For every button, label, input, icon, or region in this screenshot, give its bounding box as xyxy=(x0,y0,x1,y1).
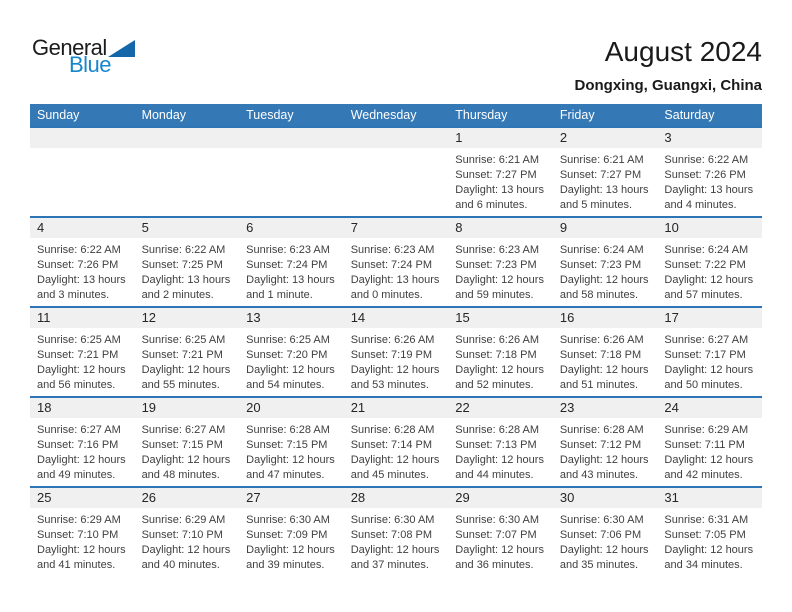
day-details xyxy=(30,238,135,303)
daylight-text-line2: and 43 minutes. xyxy=(559,469,639,481)
day-cell-empty xyxy=(239,128,344,216)
sunset-text: Sunset: 7:26 PM xyxy=(664,169,746,181)
sunset-text: Sunset: 7:21 PM xyxy=(37,349,119,361)
daylight-text-line2: and 1 minute. xyxy=(246,289,313,301)
sunrise-text: Sunrise: 6:28 AM xyxy=(350,424,435,436)
sunset-text: Sunset: 7:26 PM xyxy=(37,259,119,271)
day-details xyxy=(657,508,762,573)
daylight-text-line2: and 6 minutes. xyxy=(455,199,528,211)
day-cell xyxy=(344,488,449,576)
day-cell xyxy=(239,308,344,396)
sunrise-text: Sunrise: 6:23 AM xyxy=(246,244,330,256)
day-details xyxy=(30,418,135,483)
day-number: 20 xyxy=(239,398,344,418)
sunset-text: Sunset: 7:23 PM xyxy=(559,259,642,271)
day-cell xyxy=(239,488,344,576)
day-number: 30 xyxy=(553,488,658,508)
day-cell xyxy=(448,128,553,216)
sunrise-text: Sunrise: 6:26 AM xyxy=(350,334,435,346)
day-number: 8 xyxy=(448,218,553,238)
daylight-text-line1: Daylight: 13 hours xyxy=(559,184,649,196)
day-cell xyxy=(239,398,344,486)
sunrise-text: Sunrise: 6:29 AM xyxy=(141,514,226,526)
daylight-text-line2: and 44 minutes. xyxy=(455,469,534,481)
day-cell xyxy=(448,398,553,486)
day-details xyxy=(448,328,553,393)
daylight-text-line2: and 41 minutes. xyxy=(37,559,116,571)
day-header-monday: Monday xyxy=(141,108,187,122)
day-details xyxy=(239,238,344,303)
sunrise-text: Sunrise: 6:30 AM xyxy=(455,514,540,526)
day-cell xyxy=(239,218,344,306)
day-details xyxy=(344,328,449,393)
daylight-text-line2: and 0 minutes. xyxy=(350,289,423,301)
day-number: 21 xyxy=(344,398,449,418)
daylight-text-line2: and 45 minutes. xyxy=(350,469,429,481)
sunrise-text: Sunrise: 6:26 AM xyxy=(559,334,644,346)
sunrise-text: Sunrise: 6:23 AM xyxy=(350,244,435,256)
day-number: 5 xyxy=(135,218,240,238)
day-cell xyxy=(657,128,762,216)
day-header-friday: Friday xyxy=(559,108,595,122)
day-header-saturday: Saturday xyxy=(664,108,715,122)
daylight-text-line2: and 39 minutes. xyxy=(246,559,325,571)
weekday-header-row xyxy=(30,104,762,126)
day-cell xyxy=(135,398,240,486)
sunrise-text: Sunrise: 6:22 AM xyxy=(141,244,226,256)
day-header-thursday: Thursday xyxy=(455,108,508,122)
sunset-text: Sunset: 7:18 PM xyxy=(559,349,642,361)
daylight-text-line1: Daylight: 13 hours xyxy=(455,184,544,196)
daylight-text-line1: Daylight: 13 hours xyxy=(246,274,335,286)
daylight-text-line1: Daylight: 12 hours xyxy=(246,364,335,376)
day-header-tuesday: Tuesday xyxy=(246,108,294,122)
daylight-text-line1: Daylight: 12 hours xyxy=(455,274,544,286)
day-number: 2 xyxy=(553,128,658,148)
day-cell xyxy=(30,488,135,576)
day-number: 24 xyxy=(657,398,762,418)
sunset-text: Sunset: 7:24 PM xyxy=(246,259,328,271)
title-block xyxy=(575,36,763,94)
day-number: 1 xyxy=(448,128,553,148)
day-cell-empty xyxy=(135,128,240,216)
sunset-text: Sunset: 7:12 PM xyxy=(559,439,642,451)
day-cell xyxy=(553,218,658,306)
day-details xyxy=(135,418,240,483)
sunset-text: Sunset: 7:24 PM xyxy=(350,259,433,271)
week-row xyxy=(30,126,762,216)
day-details xyxy=(344,148,449,153)
day-number: 27 xyxy=(239,488,344,508)
sunset-text: Sunset: 7:07 PM xyxy=(455,529,537,541)
daylight-text-line2: and 58 minutes. xyxy=(559,289,639,301)
sunset-text: Sunset: 7:14 PM xyxy=(350,439,433,451)
day-cell xyxy=(657,398,762,486)
week-row xyxy=(30,306,762,396)
day-number: 19 xyxy=(135,398,240,418)
daylight-text-line2: and 35 minutes. xyxy=(559,559,639,571)
logo-text-general: General xyxy=(32,35,107,60)
daylight-text-line1: Daylight: 12 hours xyxy=(141,364,231,376)
day-cell xyxy=(448,218,553,306)
day-details xyxy=(657,238,762,303)
day-number xyxy=(30,128,135,148)
daylight-text-line1: Daylight: 13 hours xyxy=(664,184,754,196)
sunset-text: Sunset: 7:16 PM xyxy=(37,439,119,451)
sunrise-text: Sunrise: 6:22 AM xyxy=(37,244,121,256)
day-details xyxy=(344,238,449,303)
daylight-text-line2: and 5 minutes. xyxy=(559,199,632,211)
day-number: 22 xyxy=(448,398,553,418)
daylight-text-line1: Daylight: 12 hours xyxy=(455,364,544,376)
calendar-weeks xyxy=(30,126,762,576)
day-number xyxy=(135,128,240,148)
week-row xyxy=(30,216,762,306)
day-cell-empty xyxy=(344,128,449,216)
day-cell xyxy=(344,218,449,306)
sunset-text: Sunset: 7:19 PM xyxy=(350,349,433,361)
sunset-text: Sunset: 7:09 PM xyxy=(246,529,328,541)
day-cell xyxy=(135,488,240,576)
daylight-text-line1: Daylight: 12 hours xyxy=(559,454,649,466)
day-details xyxy=(553,328,658,393)
day-number: 26 xyxy=(135,488,240,508)
day-details xyxy=(239,328,344,393)
page-title: August 2024 xyxy=(604,36,762,67)
daylight-text-line2: and 36 minutes. xyxy=(455,559,534,571)
day-cell xyxy=(135,308,240,396)
sunset-text: Sunset: 7:15 PM xyxy=(246,439,328,451)
day-number: 12 xyxy=(135,308,240,328)
sunrise-text: Sunrise: 6:21 AM xyxy=(559,154,644,166)
day-details xyxy=(30,328,135,393)
daylight-text-line2: and 48 minutes. xyxy=(141,469,220,481)
day-cell xyxy=(344,398,449,486)
daylight-text-line1: Daylight: 12 hours xyxy=(559,274,649,286)
sunrise-text: Sunrise: 6:25 AM xyxy=(141,334,226,346)
daylight-text-line1: Daylight: 12 hours xyxy=(455,454,544,466)
sunrise-text: Sunrise: 6:24 AM xyxy=(664,244,749,256)
daylight-text-line1: Daylight: 13 hours xyxy=(141,274,231,286)
general-blue-logo xyxy=(32,36,135,77)
sunrise-text: Sunrise: 6:21 AM xyxy=(455,154,540,166)
daylight-text-line2: and 42 minutes. xyxy=(664,469,743,481)
daylight-text-line1: Daylight: 12 hours xyxy=(37,544,126,556)
sunrise-text: Sunrise: 6:29 AM xyxy=(664,424,749,436)
sunset-text: Sunset: 7:10 PM xyxy=(37,529,119,541)
day-details xyxy=(657,328,762,393)
daylight-text-line2: and 57 minutes. xyxy=(664,289,743,301)
daylight-text-line2: and 59 minutes. xyxy=(455,289,534,301)
day-cell xyxy=(448,308,553,396)
day-number: 6 xyxy=(239,218,344,238)
daylight-text-line2: and 51 minutes. xyxy=(559,379,639,391)
sunset-text: Sunset: 7:27 PM xyxy=(455,169,537,181)
day-details xyxy=(135,508,240,573)
calendar-grid xyxy=(30,104,762,576)
daylight-text-line1: Daylight: 12 hours xyxy=(664,274,754,286)
day-details xyxy=(239,148,344,153)
daylight-text-line2: and 4 minutes. xyxy=(664,199,737,211)
daylight-text-line1: Daylight: 13 hours xyxy=(350,274,440,286)
day-details xyxy=(30,508,135,573)
day-number: 9 xyxy=(553,218,658,238)
day-number: 11 xyxy=(30,308,135,328)
sunrise-text: Sunrise: 6:30 AM xyxy=(350,514,435,526)
day-number: 23 xyxy=(553,398,658,418)
day-number: 31 xyxy=(657,488,762,508)
sunset-text: Sunset: 7:25 PM xyxy=(141,259,223,271)
sunrise-text: Sunrise: 6:27 AM xyxy=(141,424,226,436)
day-number: 4 xyxy=(30,218,135,238)
day-cell xyxy=(553,488,658,576)
day-number: 15 xyxy=(448,308,553,328)
daylight-text-line2: and 40 minutes. xyxy=(141,559,220,571)
daylight-text-line1: Daylight: 12 hours xyxy=(141,454,231,466)
daylight-text-line1: Daylight: 13 hours xyxy=(37,274,126,286)
day-number: 28 xyxy=(344,488,449,508)
day-number: 18 xyxy=(30,398,135,418)
day-details xyxy=(344,508,449,573)
daylight-text-line1: Daylight: 12 hours xyxy=(37,454,126,466)
day-details xyxy=(239,508,344,573)
sunset-text: Sunset: 7:11 PM xyxy=(664,439,745,451)
daylight-text-line1: Daylight: 12 hours xyxy=(664,364,754,376)
day-details xyxy=(135,148,240,153)
sunset-text: Sunset: 7:20 PM xyxy=(246,349,328,361)
day-number: 17 xyxy=(657,308,762,328)
day-details xyxy=(30,148,135,153)
daylight-text-line2: and 3 minutes. xyxy=(37,289,110,301)
day-cell xyxy=(553,128,658,216)
sunrise-text: Sunrise: 6:31 AM xyxy=(664,514,749,526)
daylight-text-line2: and 2 minutes. xyxy=(141,289,214,301)
day-details xyxy=(553,508,658,573)
sunrise-text: Sunrise: 6:26 AM xyxy=(455,334,540,346)
day-number: 13 xyxy=(239,308,344,328)
day-cell xyxy=(135,218,240,306)
day-details xyxy=(239,418,344,483)
day-number: 7 xyxy=(344,218,449,238)
page-subtitle: Dongxing, Guangxi, China xyxy=(574,77,762,94)
daylight-text-line2: and 49 minutes. xyxy=(37,469,116,481)
sunrise-text: Sunrise: 6:29 AM xyxy=(37,514,121,526)
daylight-text-line2: and 37 minutes. xyxy=(350,559,429,571)
sunset-text: Sunset: 7:21 PM xyxy=(141,349,223,361)
day-details xyxy=(135,238,240,303)
daylight-text-line1: Daylight: 12 hours xyxy=(664,454,754,466)
sunrise-text: Sunrise: 6:25 AM xyxy=(37,334,121,346)
day-details xyxy=(344,418,449,483)
sunset-text: Sunset: 7:22 PM xyxy=(664,259,746,271)
sunset-text: Sunset: 7:23 PM xyxy=(455,259,537,271)
day-details xyxy=(135,328,240,393)
day-details xyxy=(448,148,553,213)
daylight-text-line2: and 56 minutes. xyxy=(37,379,116,391)
daylight-text-line1: Daylight: 12 hours xyxy=(559,544,649,556)
day-cell xyxy=(553,308,658,396)
daylight-text-line2: and 54 minutes. xyxy=(246,379,325,391)
sunset-text: Sunset: 7:05 PM xyxy=(664,529,746,541)
day-details xyxy=(657,148,762,213)
day-cell xyxy=(448,488,553,576)
sunset-text: Sunset: 7:13 PM xyxy=(455,439,537,451)
day-cell xyxy=(657,218,762,306)
day-details xyxy=(553,148,658,213)
day-cell xyxy=(30,308,135,396)
daylight-text-line1: Daylight: 12 hours xyxy=(246,454,335,466)
logo-text-blue: Blue xyxy=(69,52,112,77)
day-cell-empty xyxy=(30,128,135,216)
sunset-text: Sunset: 7:15 PM xyxy=(141,439,223,451)
day-cell xyxy=(30,398,135,486)
day-details xyxy=(448,418,553,483)
daylight-text-line2: and 47 minutes. xyxy=(246,469,325,481)
sunrise-text: Sunrise: 6:30 AM xyxy=(246,514,330,526)
day-number: 14 xyxy=(344,308,449,328)
sunset-text: Sunset: 7:17 PM xyxy=(664,349,746,361)
day-details xyxy=(657,418,762,483)
daylight-text-line1: Daylight: 12 hours xyxy=(37,364,126,376)
sunset-text: Sunset: 7:10 PM xyxy=(141,529,223,541)
sunset-text: Sunset: 7:08 PM xyxy=(350,529,433,541)
day-details xyxy=(553,238,658,303)
day-header-sunday: Sunday xyxy=(37,108,80,122)
day-cell xyxy=(553,398,658,486)
day-number: 29 xyxy=(448,488,553,508)
sunset-text: Sunset: 7:06 PM xyxy=(559,529,642,541)
sunrise-text: Sunrise: 6:22 AM xyxy=(664,154,749,166)
daylight-text-line2: and 52 minutes. xyxy=(455,379,534,391)
daylight-text-line1: Daylight: 12 hours xyxy=(559,364,649,376)
daylight-text-line2: and 50 minutes. xyxy=(664,379,743,391)
sunrise-text: Sunrise: 6:27 AM xyxy=(37,424,121,436)
sunrise-text: Sunrise: 6:24 AM xyxy=(559,244,644,256)
week-row xyxy=(30,486,762,576)
sunset-text: Sunset: 7:27 PM xyxy=(559,169,642,181)
week-row xyxy=(30,396,762,486)
sunrise-text: Sunrise: 6:30 AM xyxy=(559,514,644,526)
day-header-wednesday: Wednesday xyxy=(350,108,417,122)
sunrise-text: Sunrise: 6:25 AM xyxy=(246,334,330,346)
day-number: 25 xyxy=(30,488,135,508)
day-number xyxy=(344,128,449,148)
sunrise-text: Sunrise: 6:28 AM xyxy=(246,424,330,436)
daylight-text-line1: Daylight: 12 hours xyxy=(350,364,440,376)
daylight-text-line1: Daylight: 12 hours xyxy=(350,454,440,466)
day-number xyxy=(239,128,344,148)
day-cell xyxy=(657,488,762,576)
sunrise-text: Sunrise: 6:23 AM xyxy=(455,244,540,256)
day-details xyxy=(448,508,553,573)
daylight-text-line2: and 53 minutes. xyxy=(350,379,429,391)
flag-triangle-icon xyxy=(108,40,135,57)
daylight-text-line1: Daylight: 12 hours xyxy=(664,544,754,556)
daylight-text-line1: Daylight: 12 hours xyxy=(350,544,440,556)
daylight-text-line1: Daylight: 12 hours xyxy=(455,544,544,556)
day-details xyxy=(448,238,553,303)
sunrise-text: Sunrise: 6:28 AM xyxy=(455,424,540,436)
sunrise-text: Sunrise: 6:27 AM xyxy=(664,334,749,346)
day-number: 3 xyxy=(657,128,762,148)
day-details xyxy=(553,418,658,483)
daylight-text-line2: and 34 minutes. xyxy=(664,559,743,571)
day-cell xyxy=(657,308,762,396)
daylight-text-line1: Daylight: 12 hours xyxy=(246,544,335,556)
day-cell xyxy=(30,218,135,306)
day-cell xyxy=(344,308,449,396)
daylight-text-line1: Daylight: 12 hours xyxy=(141,544,231,556)
sunset-text: Sunset: 7:18 PM xyxy=(455,349,537,361)
daylight-text-line2: and 55 minutes. xyxy=(141,379,220,391)
sunrise-text: Sunrise: 6:28 AM xyxy=(559,424,644,436)
day-number: 10 xyxy=(657,218,762,238)
day-number: 16 xyxy=(553,308,658,328)
